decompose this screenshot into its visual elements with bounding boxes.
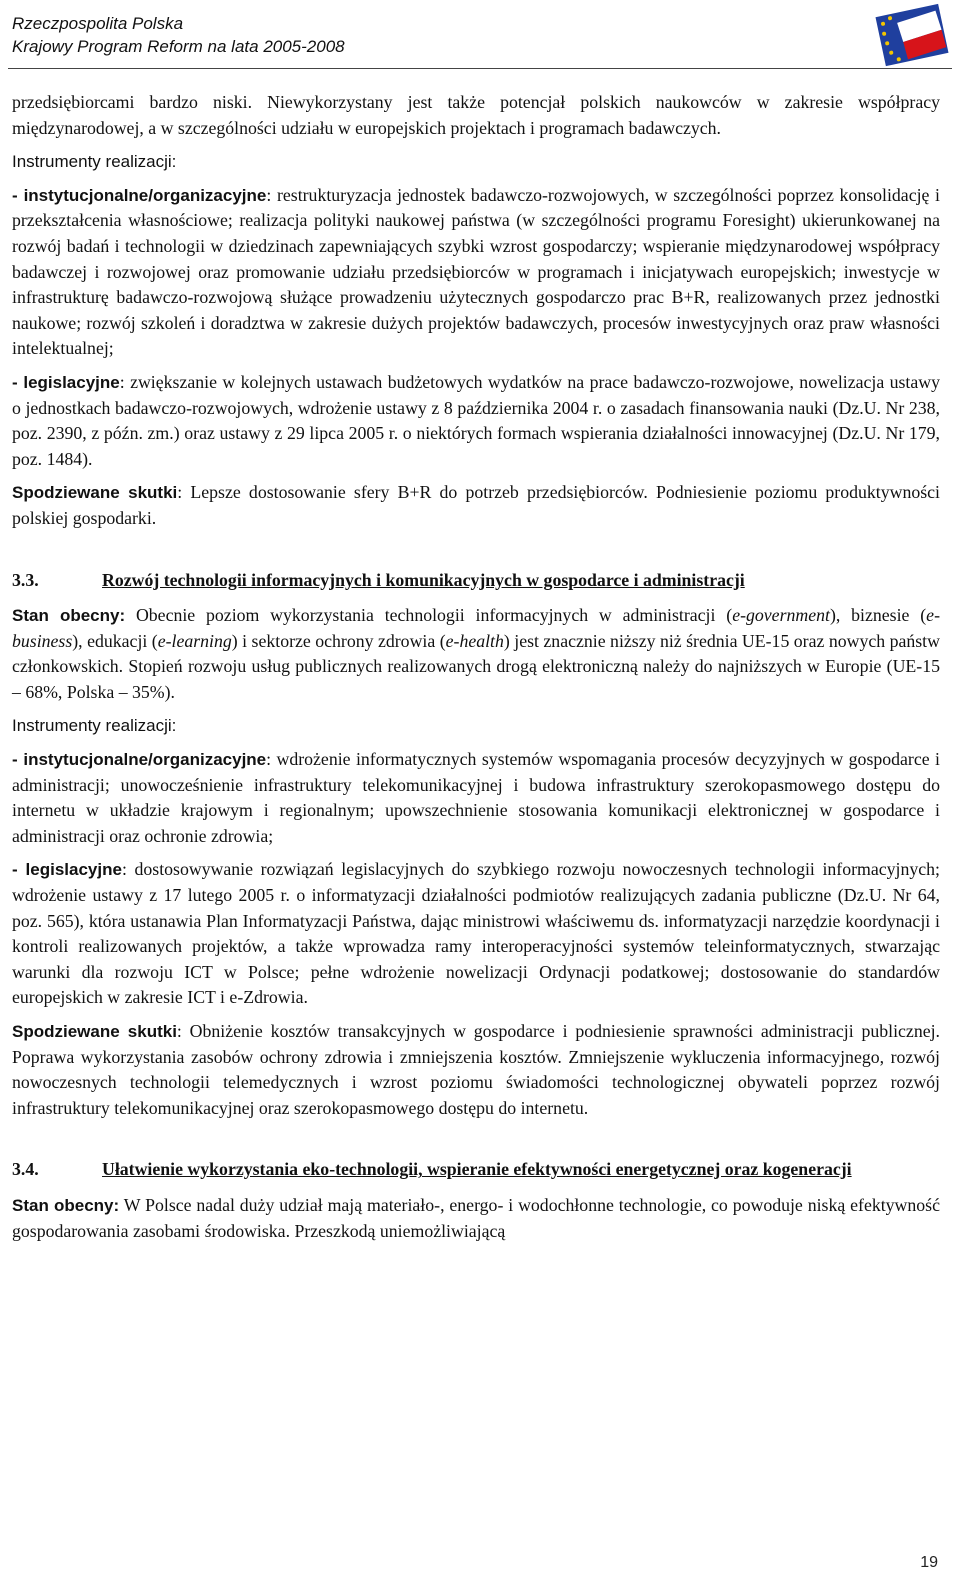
paragraph-legislative-1	[12, 370, 940, 472]
instruments-heading-1: Instrumenty realizacji:	[12, 152, 177, 172]
poland-eu-flag-icon	[872, 2, 952, 68]
status-text: Obecnie poziom wykorzystania technologii informacyjnych w administracji (	[125, 605, 733, 626]
section-title: Ułatwienie wykorzystania eko-technologii, wspieranie efektywności energetycznej oraz kogeneracji	[102, 1159, 852, 1180]
effects-text-2: : Obniżenie kosztów transakcyjnych w gospodarce i podniesienie sprawności administracji publicznej. Poprawa wykorzystania zasobów ochrony zdrowia i zmniejszenia kosztów. Zmniejszenie wykluczenia informacyjnego, rozwój nowoczesnych technologii telemedycznych i wzrost poziomu świadomości technologicznej obywateli poprzez rozwój infrastruktury telekomunikacyjnej oraz szerokopasmowego dostępu do internetu.	[12, 1021, 940, 1118]
paragraph-status-3-4	[12, 1193, 940, 1244]
effects-label-2: Spodziewane skutki	[12, 1022, 177, 1041]
section-title: Rozwój technologii informacyjnych i komunikacyjnych w gospodarce i administracji	[102, 569, 745, 590]
paragraph-effects-1	[12, 480, 940, 531]
header-country: Rzeczpospolita Polska	[12, 14, 184, 33]
section-heading-3-3	[12, 568, 940, 594]
status-text: ), biznesie (	[829, 605, 927, 626]
status-text: ), edukacji (	[72, 630, 158, 651]
legislative-label-1: - legislacyjne	[12, 372, 120, 392]
paragraph-effects-2	[12, 1019, 940, 1121]
page-header	[0, 0, 960, 70]
institutional-label-1: - instytucjonalne/organizacyjne	[12, 185, 267, 205]
status-text-3-4: W Polsce nadal duży udział mają materiało-, energo- i wodochłonne technologie, co powoduje niską efektywność gospodarowania zasobami środowiska. Przeszkodą uniemożliwiającą	[12, 1194, 940, 1241]
institutional-label-2: - instytucjonalne/organizacyjne	[12, 750, 267, 770]
header-text	[12, 12, 345, 58]
section-heading-3-4	[12, 1157, 940, 1183]
section-number: 3.4.	[12, 1159, 39, 1180]
status-label-3-4: Stan obecny:	[12, 1195, 120, 1215]
page-number: 19	[920, 1554, 938, 1571]
status-text: ) i sektorze ochrony zdrowia (	[231, 630, 446, 651]
legislative-text-2: : dostosowywanie rozwiązań legislacyjnych do szybkiego rozwoju nowoczesnych technologii informacyjnych; wdrożenie ustawy z 17 lutego 2005 r. o informatyzacji działalności podmiotów realizujących zadania publiczne (Dz.U. Nr 64, poz. 565), która ustanawia Plan Informatyzacji Państwa, dając ministrowi właściwemu ds. informatyzacji narzędzie koordynacji i kontroli realizowanych projektów, a także wprowadza ramy interoperacyjności systemów teleinformatycznych, stwarzając warunki dla rozwoju ICT w Polsce; pełne wdrożenie nowelizacji Ordynacji podatkowej; dostosowanie do standardów europejskich w zakresie ICT i e-Zdrowia.	[12, 859, 940, 1008]
status-text: ) jest znacznie niższy niż średnia UE-15 oraz nowych państw członkowskich. Stopień rozwoju usług publicznych realizowanych drogą elektroniczną należy do najniższych w Europie (UE-15 – 68%, Polska – 35%).	[12, 630, 940, 702]
status-label-3-3: Stan obecny:	[12, 606, 126, 626]
status-term: e-learning	[157, 630, 232, 651]
status-term: e-government	[732, 605, 830, 626]
header-program: Krajowy Program Reform na lata 2005-2008	[12, 37, 345, 56]
header-divider	[8, 68, 952, 69]
effects-text-1: : Lepsze dostosowanie sfery B+R do potrzeb przedsiębiorców. Podniesienie poziomu produktywności polskiej gospodarki.	[12, 482, 940, 528]
effects-label-1: Spodziewane skutki	[12, 483, 178, 503]
paragraph-institutional-1	[12, 183, 940, 362]
paragraph-status-3-3	[12, 603, 940, 705]
status-term: e-health	[445, 630, 504, 651]
legislative-text-1: : zwiększanie w kolejnych ustawach budżetowych wydatków na prace badawczo-rozwojowe, nowelizacja ustawy o jednostkach badawczo-rozwojowych, wdrożenie ustawy z 8 października 2004 r. o zasadach finansowania nauki (Dz.U. Nr 238, poz. 2390, z późn. zm.) oraz ustawy z 29 lipca 2005 r. o niektórych formach wspierania działalności innowacyjnej (Dz.U. Nr 179, poz. 1484).	[12, 371, 940, 469]
status-term: e-business	[12, 605, 940, 651]
section-number: 3.3.	[12, 569, 39, 590]
paragraph-institutional-2	[12, 747, 940, 849]
institutional-text-2: : wdrożenie informatycznych systemów wspomagania procesów decyzyjnych w gospodarce i administracji; unowocześnienie infrastruktury telekomunikacyjnej i budowa infrastruktury szerokopasmowego dostępu do internetu w układzie krajowym i regionalnym; upowszechnienie stosowania komunikacji elektronicznej w gospodarce i administracji oraz ochronie zdrowia;	[12, 749, 940, 846]
paragraph-legislative-2	[12, 857, 940, 1011]
legislative-label-2: - legislacyjne	[12, 860, 122, 880]
instruments-heading-2: Instrumenty realizacji:	[12, 716, 177, 736]
institutional-text-1: : restrukturyzacja jednostek badawczo-rozwojowych, w szczególności poprzez konsolidację i przekształcenia własnościowe; realizacja polityki naukowej państwa (w szczególności programu Foresight) ukierunkowanej na rozwój badań i technologii w dziedzinach zapewniających szybki wzrost gospodarczy; wspieranie międzynarodowej współpracy badawczej i rozwojowej oraz promowanie udziału przedsiębiorców w programach i inicjatywach europejskich; inwestycje w infrastrukturę badawczo-rozwojową służące prowadzeniu użytecznych gospodarczo prac B+R, realizowanych przez jednostki naukowe; rozwój szkoleń i doradztwa w zakresie dużych projektów badawczych, procesów inwestycyjnych oraz praw własności intelektualnej;	[12, 184, 941, 359]
document-body	[12, 90, 940, 1244]
paragraph-intro: przedsiębiorcami bardzo niski. Niewykorzystany jest także potencjał polskich naukowców w zakresie współpracy międzynarodowej, a w szczególności udziału w europejskich projektach i programach badawczych.	[12, 92, 940, 138]
